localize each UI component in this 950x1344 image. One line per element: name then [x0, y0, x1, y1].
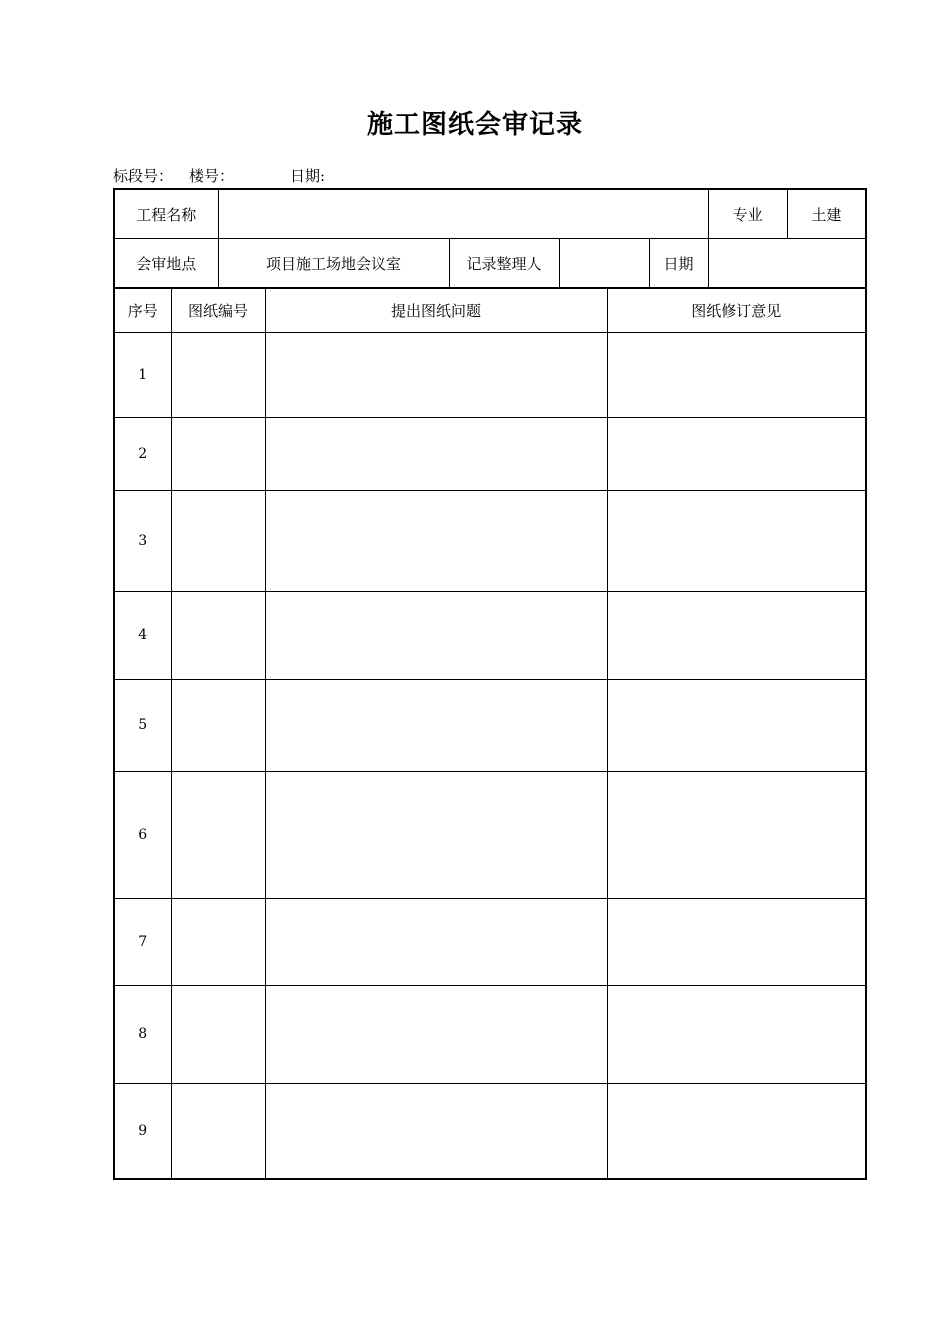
recorder-field[interactable] — [559, 239, 649, 289]
table-row — [114, 332, 866, 417]
page-title: 施工图纸会审记录 — [366, 110, 583, 140]
date-label: 日期: — [290, 167, 326, 185]
table-row — [114, 591, 866, 679]
specialty-label: 专业 — [709, 190, 788, 238]
row-number: 8 — [114, 985, 171, 1083]
drawing-number-cell[interactable] — [171, 591, 265, 679]
building-number-label: 楼号： — [189, 167, 235, 185]
project-name-label: 工程名称 — [114, 189, 218, 239]
col-header-revision: 图纸修订意见 — [607, 288, 866, 332]
header-row-meeting — [114, 239, 866, 289]
drawing-number-cell[interactable] — [171, 679, 265, 771]
header-info-table — [113, 188, 867, 289]
revision-cell[interactable] — [607, 898, 866, 985]
recorder-label: 记录整理人 — [449, 239, 559, 289]
issue-cell[interactable] — [265, 771, 607, 898]
drawing-number-cell[interactable] — [171, 417, 265, 490]
project-name-field[interactable] — [218, 189, 708, 239]
revision-cell[interactable] — [607, 490, 866, 591]
row-number: 9 — [114, 1083, 171, 1179]
revision-cell[interactable] — [607, 332, 866, 417]
location-label: 会审地点 — [114, 239, 218, 289]
table-row — [114, 679, 866, 771]
revision-cell[interactable] — [607, 679, 866, 771]
issue-cell[interactable] — [265, 332, 607, 417]
drawing-number-cell[interactable] — [171, 1083, 265, 1179]
revision-cell[interactable] — [607, 417, 866, 490]
meeting-date-label: 日期 — [649, 239, 708, 289]
issue-cell[interactable] — [265, 898, 607, 985]
drawing-number-cell[interactable] — [171, 771, 265, 898]
revision-cell[interactable] — [607, 1083, 866, 1179]
table-row — [114, 417, 866, 490]
revision-cell[interactable] — [607, 771, 866, 898]
col-header-drawing-no: 图纸编号 — [171, 288, 265, 332]
issue-cell[interactable] — [265, 1083, 607, 1179]
table-row — [114, 1083, 866, 1179]
drawing-number-cell[interactable] — [171, 985, 265, 1083]
issue-cell[interactable] — [265, 985, 607, 1083]
issue-cell[interactable] — [265, 490, 607, 591]
location-value[interactable]: 项目施工场地会议室 — [218, 239, 449, 289]
col-header-no: 序号 — [114, 288, 171, 332]
table-row — [114, 898, 866, 985]
meeting-date-field[interactable] — [708, 239, 866, 289]
table-header-row — [114, 288, 866, 332]
specialty-value[interactable]: 土建 — [811, 205, 842, 224]
table-row — [114, 771, 866, 898]
row-number: 3 — [114, 490, 171, 591]
issue-cell[interactable] — [265, 417, 607, 490]
table-row — [114, 490, 866, 591]
drawing-number-cell[interactable] — [171, 332, 265, 417]
drawing-number-cell[interactable] — [171, 898, 265, 985]
row-number: 5 — [114, 679, 171, 771]
row-number: 7 — [114, 898, 171, 985]
issue-cell[interactable] — [265, 591, 607, 679]
table-row — [114, 985, 866, 1083]
col-header-issue: 提出图纸问题 — [265, 288, 607, 332]
drawing-review-table — [113, 287, 867, 1180]
issue-cell[interactable] — [265, 679, 607, 771]
row-number: 2 — [114, 417, 171, 490]
row-number: 4 — [114, 591, 171, 679]
row-number: 1 — [114, 332, 171, 417]
revision-cell[interactable] — [607, 985, 866, 1083]
section-number-label: 标段号： — [113, 167, 174, 185]
drawing-number-cell[interactable] — [171, 490, 265, 591]
revision-cell[interactable] — [607, 591, 866, 679]
header-row-project — [114, 189, 866, 239]
row-number: 6 — [114, 771, 171, 898]
